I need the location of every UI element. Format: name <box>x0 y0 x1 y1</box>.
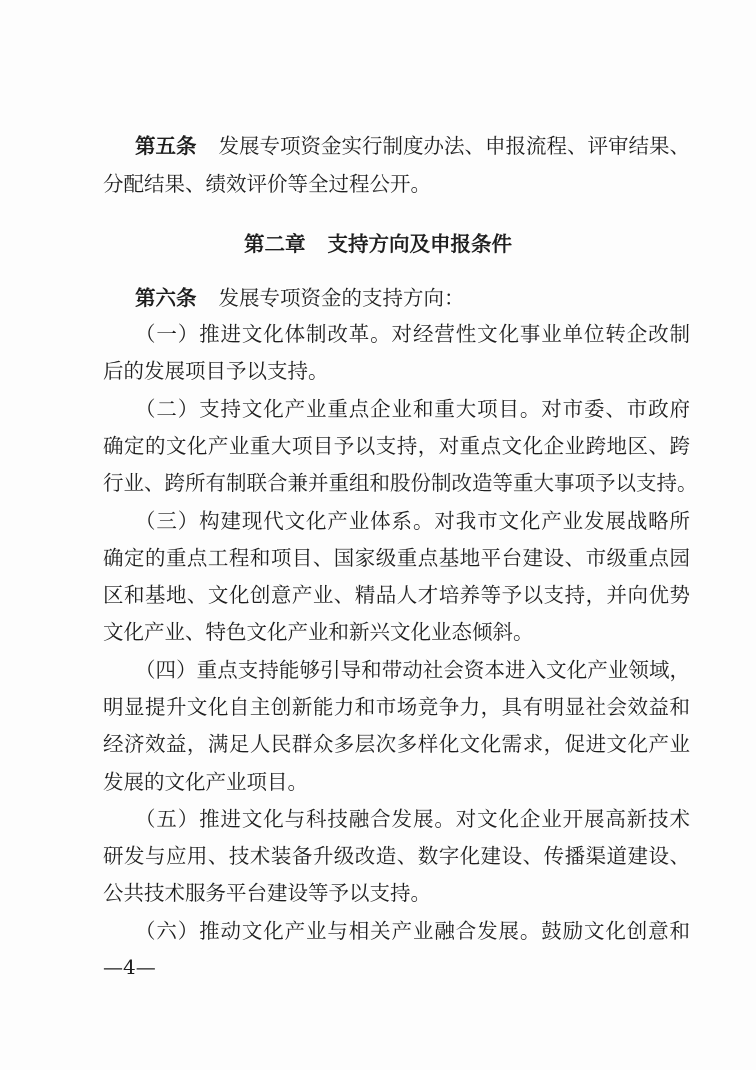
article-5-line: 第五条 发展专项资金实行制度办法、申报流程、评审结果、 <box>135 134 690 158</box>
item-2-line: （二）支持文化产业重点企业和重大项目。对市委、市政府 <box>135 397 690 421</box>
article-6-lead: 第六条 <box>135 286 197 310</box>
article-5-line: 分配结果、绩效评价等全过程公开。 <box>103 172 431 196</box>
item-1-line: 后的发展项目予以支持。 <box>103 359 329 383</box>
item-6-line: （六）推动文化产业与相关产业融合发展。鼓励文化创意和 <box>135 919 690 943</box>
item-5-line: （五）推进文化与科技融合发展。对文化企业开展高新技术 <box>135 807 690 831</box>
chapter-heading: 第二章 支持方向及申报条件 <box>244 232 512 256</box>
item-5-line: 公共技术服务平台建设等予以支持。 <box>103 881 431 905</box>
page-number: —4— <box>103 955 156 979</box>
article-6-line: 第六条 发展专项资金的支持方向： <box>135 286 465 310</box>
item-2-line: 行业、跨所有制联合兼并重组和股份制改造等重大事项予以支持。 <box>103 471 698 495</box>
item-3-line: 确定的重点工程和项目、国家级重点基地平台建设、市级重点园 <box>103 546 690 570</box>
article-5-lead: 第五条 <box>135 134 197 158</box>
item-1-line: （一）推进文化体制改革。对经营性文化事业单位转企改制 <box>135 322 690 346</box>
item-4-line: 经济效益，满足人民群众多层次多样化文化需求，促进文化产业 <box>103 732 690 756</box>
item-4-line: （四）重点支持能够引导和带动社会资本进入文化产业领域， <box>135 658 690 682</box>
item-3-line: （三）构建现代文化产业体系。对我市文化产业发展战略所 <box>135 509 690 533</box>
item-2-line: 确定的文化产业重大项目予以支持，对重点文化企业跨地区、跨 <box>103 434 690 458</box>
item-4-line: 明显提升文化自主创新能力和市场竞争力，具有明显社会效益和 <box>103 695 690 719</box>
item-3-line: 文化产业、特色文化产业和新兴文化业态倾斜。 <box>103 620 534 644</box>
item-3-line: 区和基地、文化创意产业、精品人才培养等予以支持，并向优势 <box>103 583 690 607</box>
item-5-line: 研发与应用、技术装备升级改造、数字化建设、传播渠道建设、 <box>103 844 690 868</box>
item-4-line: 发展的文化产业项目。 <box>103 770 308 794</box>
